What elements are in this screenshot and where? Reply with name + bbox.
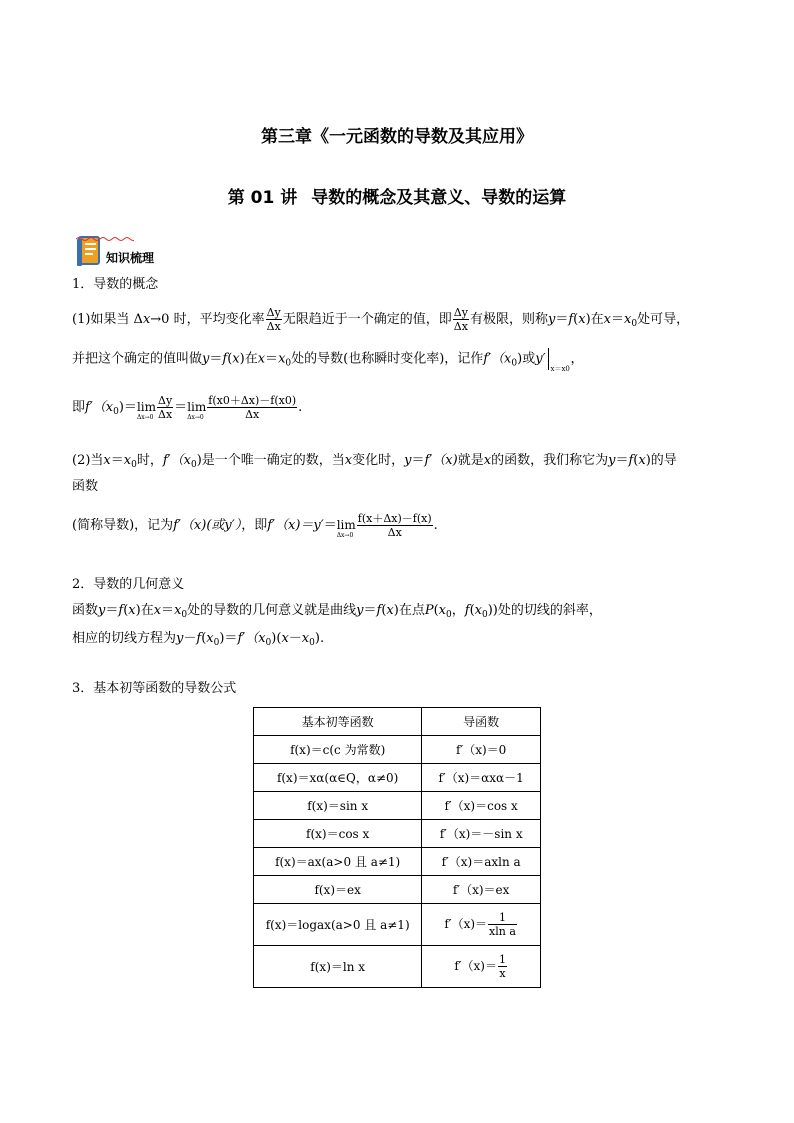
section1-heading: 1．导数的概念 xyxy=(72,277,159,292)
table-cell: f′（x)＝αxα－1 xyxy=(422,764,541,792)
s2-line1: 函数y＝f(x)在$x=x_0$处的导数的几何意义就是曲线y＝f(x)在点$P(x_0$，$f(x_0)$)处的切线的斜率， xyxy=(72,603,602,620)
table-row xyxy=(254,876,541,904)
table-cell: f′（x)＝0 xyxy=(422,736,541,764)
table-cell: f(x)＝c(c 为常数) xyxy=(254,736,422,764)
lecture-number: 第 01 讲 xyxy=(227,188,298,208)
derivative-formula-table xyxy=(253,707,541,988)
s1-line3: 即$f'(x_0)=\lim$ Δx→0 $\frac{\Delta y}{\Delta x}$ ＝lim Δx→0 $\frac{f(x0+\Delta x)-f(x0)}{\Delta x}$ . xyxy=(72,394,303,421)
limit-operator-3: lim Δx→0 xyxy=(336,518,356,539)
reciprocal-fraction-2: $\frac{1}{x}$ xyxy=(498,953,506,980)
squiggle-underline xyxy=(76,236,134,242)
table-cell: f(x)＝ax(a>0 且 a≠1) xyxy=(254,848,422,876)
table-row xyxy=(254,792,541,820)
table-cell: f(x)＝ex xyxy=(254,876,422,904)
table-cell: f(x)＝xα(α∈Q，α≠0) xyxy=(254,764,422,792)
table-cell: f′（x)＝－sin x xyxy=(422,820,541,848)
limit-operator-2: lim Δx→0 xyxy=(187,400,207,421)
fraction-delta-y-over-delta-x: $\frac{\Delta y}{\Delta x}$ xyxy=(266,306,281,333)
reciprocal-fraction: $\frac{1}{\text{xln a}}$ xyxy=(489,911,516,938)
table-row xyxy=(254,848,541,876)
table-cell: f′（x)＝ex xyxy=(422,876,541,904)
evaluation-bar: x＝x0 xyxy=(548,348,571,370)
s1-line6: (简称导数)，记为f′（x)(或y′），即f′（x)＝y′＝lim Δx→0 $\frac{f(x+\Delta x)-f(x)}{\Delta x}$ . xyxy=(72,512,438,539)
table-cell: f(x)＝sin x xyxy=(254,792,422,820)
s1-line4: (2)当$x=x_0$时，$f'(x_0)$是一个唯一确定的数，当x变化时，y＝f′（x)就是x的函数，我们称它为y＝f(x)的导 xyxy=(72,453,677,470)
table-row xyxy=(254,736,541,764)
table-cell: f′（x)＝ $\frac{1}{\text{xln a}}$ xyxy=(422,904,541,946)
s1-line2: 并把这个确定的值叫做y＝f(x)在$x=x_0$处的导数(也称瞬时变化率)，记作$f'(x_0)$或y′ x＝x0 ， xyxy=(72,348,584,370)
badge-label: 知识梳理 xyxy=(106,251,155,265)
derivative-quotient-fraction: $\frac{f(x+\Delta x)-f(x)}{\Delta x}$ xyxy=(357,512,432,539)
table-row xyxy=(254,904,541,946)
header-cell-function: 基本初等函数 xyxy=(254,708,422,736)
s1-line5: 函数 xyxy=(72,479,99,494)
lecture-title xyxy=(0,183,794,208)
s1-line1: (1)如果当 Δx→0 时，平均变化率 $\frac{\Delta y}{\Delta x}$ 无限趋近于一个确定的值，即 $\frac{\Delta y}{\Delta x}$ 有极限，则称y＝f(x)在$x=x_0$处可导， xyxy=(72,306,690,333)
section2-heading: 2．导数的几何意义 xyxy=(72,577,185,592)
chapter-title: 第三章《一元函数的导数及其应用》 xyxy=(261,127,533,147)
table-cell: f(x)＝cos x xyxy=(254,820,422,848)
lecture-name: 导数的概念及其意义、导数的运算 xyxy=(311,188,567,208)
fraction-delta-y-over-delta-x-2: $\frac{\Delta y}{\Delta x}$ xyxy=(453,306,468,333)
table-row xyxy=(254,946,541,988)
fraction-delta-y-over-delta-x-3: $\frac{\Delta y}{\Delta x}$ xyxy=(158,394,173,421)
table-row xyxy=(254,764,541,792)
table-row xyxy=(254,820,541,848)
difference-quotient-fraction: $\frac{f(x0+\Delta x)-f(x0)}{\Delta x}$ xyxy=(208,394,297,421)
table-cell: f′（x)＝cos x xyxy=(422,792,541,820)
table-cell: f′（x)＝axln a xyxy=(422,848,541,876)
limit-operator: lim Δx→0 xyxy=(136,400,156,421)
table-cell: f(x)＝logax(a>0 且 a≠1) xyxy=(254,904,422,946)
section3-heading: 3．基本初等函数的导数公式 xyxy=(72,681,237,696)
s2-line2: 相应的切线方程为$y-f(x_0)=f'(x_0)(x-x_0)$. xyxy=(72,631,325,648)
header-cell-derivative: 导函数 xyxy=(422,708,541,736)
table-cell: f(x)＝ln x xyxy=(254,946,422,988)
table-cell: f′（x)＝ $\frac{1}{x}$ xyxy=(422,946,541,988)
table-header-row xyxy=(254,708,541,736)
